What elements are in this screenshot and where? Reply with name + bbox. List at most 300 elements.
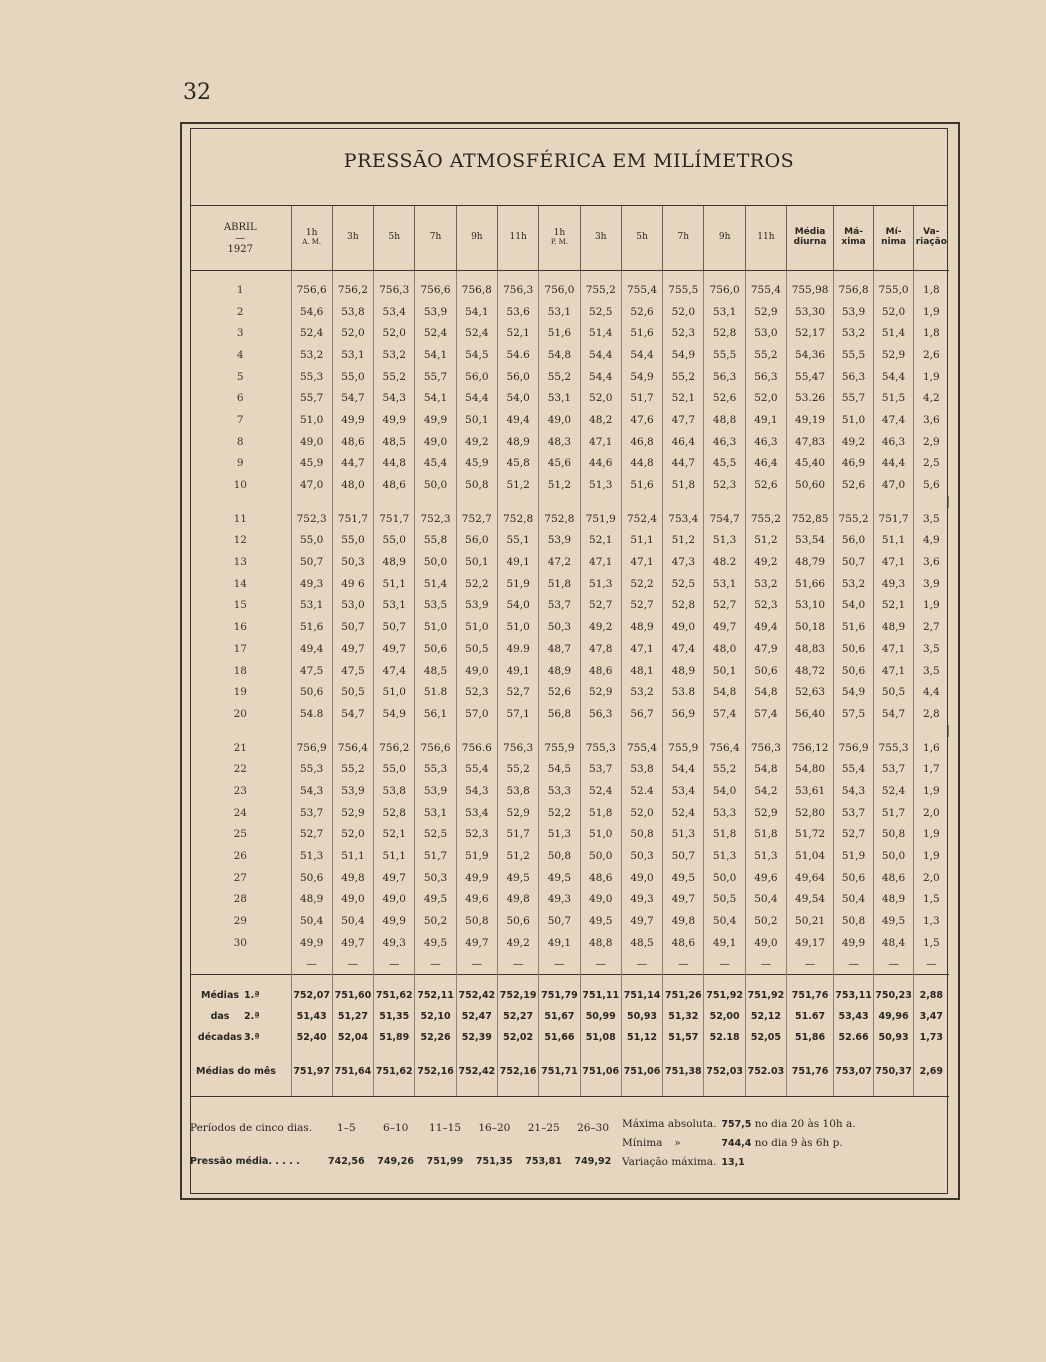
- month-mean-value: 752,16: [497, 1048, 538, 1097]
- value-cell: 56,8: [539, 703, 580, 725]
- value-cell: 50,60: [787, 474, 834, 496]
- table-row: [190, 453, 949, 475]
- month-mean-row: [190, 1048, 949, 1097]
- dash-cell: —: [497, 954, 538, 975]
- value-cell: 52,1: [663, 387, 704, 409]
- value-cell: 48,9: [539, 660, 580, 682]
- decade-group-label: das: [210, 1010, 230, 1022]
- header-variacao: Va- riação: [914, 206, 949, 271]
- month-mean-value: 752,03: [704, 1048, 745, 1097]
- value-cell: 55,3: [291, 758, 332, 780]
- header-year: 1927: [227, 243, 253, 255]
- value-cell: 51,3: [704, 845, 745, 867]
- value-cell: 48,9: [874, 889, 914, 911]
- value-cell: 54,9: [374, 703, 415, 725]
- value-cell: 47,4: [874, 409, 914, 431]
- table-row: [190, 551, 949, 573]
- header-hour-11am: 11h: [497, 206, 538, 271]
- value-cell: 54,36: [787, 344, 834, 366]
- dash-cell: —: [621, 954, 662, 975]
- value-cell: 51,3: [704, 530, 745, 552]
- value-cell: 755,2: [580, 271, 621, 301]
- value-cell: 52,0: [621, 802, 662, 824]
- value-cell: 1,6: [922, 741, 940, 754]
- decade-summary-value: 52.18: [704, 1027, 745, 1048]
- value-cell: 52,3: [663, 322, 704, 344]
- value-cell: 55,1: [497, 530, 538, 552]
- value-cell: 50,8: [874, 824, 914, 846]
- value-cell: 49,6: [456, 889, 497, 911]
- gap-cell: [291, 496, 332, 508]
- value-cell: 55,7: [415, 366, 456, 388]
- value-cell: 56,40: [787, 703, 834, 725]
- value-cell: 752,8: [539, 508, 580, 530]
- value-cell: 44,6: [580, 453, 621, 475]
- dash-cell: —: [874, 954, 914, 975]
- value-cell: 50,0: [415, 551, 456, 573]
- value-cell: 752,4: [621, 508, 662, 530]
- decade-summary-value: 52,39: [456, 1027, 497, 1048]
- value-cell: 48,6: [332, 431, 373, 453]
- value-cell: 51,4: [580, 322, 621, 344]
- header-hour-1am: 1h A. M.: [291, 206, 332, 271]
- value-cell: 51,8: [745, 824, 786, 846]
- table-row: [190, 409, 949, 431]
- value-cell: 57,1: [497, 703, 538, 725]
- header-hour-7pm: 7h: [663, 206, 704, 271]
- value-cell: 48.2: [704, 551, 745, 573]
- value-cell: 52,7: [704, 595, 745, 617]
- decade-summary-value: 752,07: [291, 974, 332, 1006]
- value-cell: 51,8: [539, 573, 580, 595]
- header-hour-9am: 9h: [456, 206, 497, 271]
- value-cell: 56,3: [834, 366, 874, 388]
- value-cell: 50,6: [415, 638, 456, 660]
- value-cell: 57,5: [834, 703, 874, 725]
- value-cell: 56,9: [663, 703, 704, 725]
- value-cell: 52,9: [332, 802, 373, 824]
- day-cell: 21: [190, 737, 291, 759]
- value-cell: 52,4: [663, 802, 704, 824]
- value-cell: 756,8: [834, 271, 874, 301]
- value-cell: 49.9: [497, 638, 538, 660]
- decade-summary-value: 751,62: [374, 974, 415, 1006]
- value-cell: 49,7: [332, 638, 373, 660]
- dash-cell: —: [745, 954, 786, 975]
- value-cell: 57,4: [745, 703, 786, 725]
- value-cell: 50,4: [834, 889, 874, 911]
- value-cell: 50,5: [332, 681, 373, 703]
- value-cell: 751,9: [580, 508, 621, 530]
- decade-summary-value: 51,57: [663, 1027, 704, 1048]
- periodo-4: 16–20: [478, 1122, 511, 1134]
- max-abs-text: no dia 20 às 10h a.: [754, 1118, 856, 1130]
- day-cell: 20: [190, 703, 291, 725]
- value-cell: 3,5: [922, 642, 940, 655]
- value-cell: 755,4: [621, 271, 662, 301]
- value-cell: 49,64: [787, 867, 834, 889]
- day-cell: 18: [190, 660, 291, 682]
- value-cell: 54,0: [834, 595, 874, 617]
- value-cell: 48,9: [621, 616, 662, 638]
- gap-cell: [190, 496, 291, 508]
- month-mean-value: 751,06: [621, 1048, 662, 1097]
- gap-cell: [621, 496, 662, 508]
- value-cell: 53,7: [834, 802, 874, 824]
- value-cell: 52,0: [332, 322, 373, 344]
- value-cell: 49,9: [374, 910, 415, 932]
- var-label: Variação máxima.: [622, 1156, 717, 1168]
- dash-cell: —: [539, 954, 580, 975]
- value-cell: 755,3: [874, 737, 914, 759]
- value-cell: 52,7: [834, 824, 874, 846]
- periodo-6: 26–30: [577, 1122, 610, 1134]
- value-cell: 1,9: [922, 850, 940, 863]
- value-cell: 51,2: [539, 474, 580, 496]
- value-cell: 55,0: [374, 530, 415, 552]
- value-cell: 48,2: [580, 409, 621, 431]
- header-hour-3am: 3h: [332, 206, 373, 271]
- value-cell: 49,4: [745, 616, 786, 638]
- table-row: [190, 474, 949, 496]
- value-cell: 53,9: [415, 301, 456, 323]
- value-cell: 54,8: [745, 681, 786, 703]
- day-cell: 24: [190, 802, 291, 824]
- value-cell: 48,5: [374, 431, 415, 453]
- table-row: [190, 780, 949, 802]
- value-cell: 55,3: [415, 758, 456, 780]
- value-cell: 55,0: [332, 530, 373, 552]
- min-label: Mínima »: [622, 1137, 718, 1149]
- value-cell: 49,7: [663, 889, 704, 911]
- value-cell: 3,9: [922, 577, 940, 590]
- value-cell: 49,5: [415, 932, 456, 954]
- header-hour-5am: 5h: [374, 206, 415, 271]
- decade-summary-value: 751,60: [332, 974, 373, 1006]
- value-cell: 755,3: [580, 737, 621, 759]
- value-cell: 49,5: [415, 889, 456, 911]
- decade-summary-value: 751,26: [663, 974, 704, 1006]
- value-cell: 50,3: [415, 867, 456, 889]
- periodos-row: [190, 1122, 616, 1156]
- day-cell: 12: [190, 530, 291, 552]
- value-cell: 50,6: [291, 681, 332, 703]
- value-cell: 49,3: [539, 889, 580, 911]
- value-cell: 755,2: [834, 508, 874, 530]
- value-cell: 53,9: [332, 780, 373, 802]
- value-cell: 47,1: [580, 431, 621, 453]
- value-cell: 56,3: [745, 366, 786, 388]
- day-cell: 6: [190, 387, 291, 409]
- value-cell: 49,3: [291, 573, 332, 595]
- value-cell: 52,9: [874, 344, 914, 366]
- value-cell: 48,5: [621, 932, 662, 954]
- footer: [190, 1098, 948, 1194]
- month-mean-value: 753,07: [834, 1048, 874, 1097]
- value-cell: 5,6: [922, 479, 940, 492]
- value-cell: 57,4: [704, 703, 745, 725]
- value-cell: 49,9: [374, 409, 415, 431]
- value-cell: 753,4: [663, 508, 704, 530]
- value-cell: 755,9: [539, 737, 580, 759]
- value-cell: 752,7: [456, 508, 497, 530]
- value-cell: 49,2: [745, 551, 786, 573]
- value-cell: 50,8: [834, 910, 874, 932]
- value-cell: 50,7: [834, 551, 874, 573]
- value-cell: 52,5: [415, 824, 456, 846]
- value-cell: 55,2: [332, 758, 373, 780]
- value-cell: 45,4: [415, 453, 456, 475]
- value-cell: 51,0: [834, 409, 874, 431]
- value-cell: 56,0: [497, 366, 538, 388]
- value-cell: 52,9: [580, 681, 621, 703]
- value-cell: 48,6: [663, 932, 704, 954]
- value-cell: 52,4: [580, 780, 621, 802]
- value-cell: 54,8: [539, 344, 580, 366]
- value-cell: 45,9: [291, 453, 332, 475]
- value-cell: 50,8: [539, 845, 580, 867]
- value-cell: 1,9: [922, 599, 940, 612]
- value-cell: 49,7: [374, 867, 415, 889]
- value-cell: 45,6: [539, 453, 580, 475]
- value-cell: 50,0: [580, 845, 621, 867]
- value-cell: 47,1: [874, 551, 914, 573]
- value-cell: 45,5: [704, 453, 745, 475]
- value-cell: 51,2: [497, 474, 538, 496]
- value-cell: 51,5: [874, 387, 914, 409]
- value-cell: 756,3: [745, 737, 786, 759]
- value-cell: 50,7: [663, 845, 704, 867]
- value-cell: 44,7: [332, 453, 373, 475]
- value-cell: 49,2: [834, 431, 874, 453]
- gap-cell: [704, 725, 745, 737]
- decade-summary-value: 51.67: [787, 1006, 834, 1027]
- value-cell: 54,3: [374, 387, 415, 409]
- value-cell: 53.8: [663, 681, 704, 703]
- day-cell: 9: [190, 453, 291, 475]
- value-cell: 47,5: [291, 660, 332, 682]
- value-cell: 51,1: [332, 845, 373, 867]
- value-cell: 756,9: [834, 737, 874, 759]
- table-row: [190, 802, 949, 824]
- value-cell: 44,7: [663, 453, 704, 475]
- value-cell: 50,7: [332, 616, 373, 638]
- table-row: [190, 344, 949, 366]
- value-cell: 2,0: [922, 871, 940, 884]
- value-cell: 53,54: [787, 530, 834, 552]
- pressao-6: 749,92: [574, 1156, 612, 1167]
- month-mean-label: Médias do mês: [190, 1048, 291, 1097]
- value-cell: 49,0: [374, 889, 415, 911]
- value-cell: 44,8: [374, 453, 415, 475]
- pressao-2: 749,26: [377, 1156, 414, 1167]
- value-cell: 52,9: [745, 301, 786, 323]
- month-mean-value: 751,76: [787, 1048, 834, 1097]
- month-mean-value: 751,62: [374, 1048, 415, 1097]
- value-cell: 52,0: [874, 301, 914, 323]
- decade-summary-value: 51,35: [374, 1006, 415, 1027]
- day-cell: 23: [190, 780, 291, 802]
- value-cell: 52,0: [663, 301, 704, 323]
- value-cell: 55,3: [291, 366, 332, 388]
- value-cell: 756,0: [539, 271, 580, 301]
- value-cell: 49,0: [663, 616, 704, 638]
- value-cell: 2,6: [922, 348, 940, 361]
- value-cell: 52,2: [621, 573, 662, 595]
- value-cell: 47,83: [787, 431, 834, 453]
- periodo-3: 11–15: [429, 1122, 462, 1134]
- dash-cell: —: [456, 954, 497, 975]
- value-cell: 52,7: [497, 681, 538, 703]
- value-cell: 53,3: [704, 802, 745, 824]
- pressao-media-row: [190, 1156, 616, 1190]
- footer-periods: [190, 1122, 616, 1190]
- value-cell: 54,4: [874, 366, 914, 388]
- value-cell: 49,7: [704, 616, 745, 638]
- value-cell: 50,8: [621, 824, 662, 846]
- value-cell: 47,1: [874, 638, 914, 660]
- day-cell: 10: [190, 474, 291, 496]
- value-cell: 51,6: [539, 322, 580, 344]
- value-cell: 49,5: [497, 867, 538, 889]
- value-cell: 754,7: [704, 508, 745, 530]
- value-cell: 48,6: [580, 660, 621, 682]
- min-ditto: »: [674, 1137, 681, 1149]
- header-month: ABRIL: [223, 221, 257, 233]
- decade-summary-value: 51,08: [580, 1027, 621, 1048]
- value-cell: 49,2: [580, 616, 621, 638]
- value-cell: 54,9: [663, 344, 704, 366]
- value-cell: 52,7: [580, 595, 621, 617]
- month-mean-value: 751,06: [580, 1048, 621, 1097]
- value-cell: 49,3: [374, 932, 415, 954]
- value-cell: 51,2: [663, 530, 704, 552]
- gap-cell: [332, 496, 373, 508]
- max-abs-row: [622, 1118, 856, 1137]
- dash-cell: —: [663, 954, 704, 975]
- day-cell: 8: [190, 431, 291, 453]
- decade-summary-value: 2,88: [914, 974, 949, 1006]
- value-cell: 49,4: [291, 638, 332, 660]
- value-cell: 51,1: [621, 530, 662, 552]
- value-cell: 52,1: [374, 824, 415, 846]
- value-cell: 4,9: [922, 534, 940, 547]
- gap-cell: [497, 725, 538, 737]
- max-abs-label: Máxima absoluta.: [622, 1118, 717, 1130]
- value-cell: 756,8: [456, 271, 497, 301]
- value-cell: 1,9: [922, 305, 940, 318]
- value-cell: 755,98: [787, 271, 834, 301]
- value-cell: 52,3: [745, 595, 786, 617]
- value-cell: 51,7: [621, 387, 662, 409]
- value-cell: 52,6: [621, 301, 662, 323]
- value-cell: 51,2: [745, 530, 786, 552]
- value-cell: 3,6: [922, 413, 940, 426]
- dash-cell: —: [834, 954, 874, 975]
- gap-cell: [745, 725, 786, 737]
- value-cell: 52,9: [745, 802, 786, 824]
- decade-summary-value: 52,26: [415, 1027, 456, 1048]
- gap-cell: [580, 496, 621, 508]
- value-cell: 51,0: [374, 681, 415, 703]
- table-row: [190, 387, 949, 409]
- value-cell: 49,8: [497, 889, 538, 911]
- value-cell: 51,9: [497, 573, 538, 595]
- decade-summary-value: 52,05: [745, 1027, 786, 1048]
- value-cell: 48,3: [539, 431, 580, 453]
- value-cell: 54,8: [704, 681, 745, 703]
- value-cell: 50,6: [497, 910, 538, 932]
- table-row: [190, 932, 949, 954]
- value-cell: 50,6: [745, 660, 786, 682]
- value-cell: 756,4: [332, 737, 373, 759]
- value-cell: 53,5: [415, 595, 456, 617]
- value-cell: 49,0: [745, 932, 786, 954]
- day-cell: 22: [190, 758, 291, 780]
- decade-summary-value: 52,04: [332, 1027, 373, 1048]
- value-cell: 54,80: [787, 758, 834, 780]
- pressao-4: 751,35: [475, 1156, 513, 1167]
- value-cell: 53.26: [787, 387, 834, 409]
- value-cell: 47,1: [874, 660, 914, 682]
- value-cell: 50,3: [621, 845, 662, 867]
- value-cell: 49,1: [745, 409, 786, 431]
- value-cell: 47,1: [580, 551, 621, 573]
- value-cell: 53,2: [621, 681, 662, 703]
- decade-summary-row: [190, 1006, 949, 1027]
- value-cell: 53,10: [787, 595, 834, 617]
- value-cell: 50,7: [539, 910, 580, 932]
- decade-summary-value: 51,89: [374, 1027, 415, 1048]
- value-cell: 51,72: [787, 824, 834, 846]
- value-cell: 50,0: [704, 867, 745, 889]
- value-cell: 48,9: [497, 431, 538, 453]
- value-cell: 45,9: [456, 453, 497, 475]
- value-cell: 49,1: [704, 932, 745, 954]
- value-cell: 54,0: [497, 387, 538, 409]
- value-cell: 53,1: [415, 802, 456, 824]
- value-cell: 3,5: [922, 512, 940, 525]
- value-cell: 55,8: [415, 530, 456, 552]
- day-cell: 4: [190, 344, 291, 366]
- day-cell: 16: [190, 616, 291, 638]
- value-cell: 53,8: [332, 301, 373, 323]
- value-cell: 48,79: [787, 551, 834, 573]
- value-cell: 45,8: [497, 453, 538, 475]
- decade-summary-value: 751,79: [539, 974, 580, 1006]
- decade-summary-value: 50,99: [580, 1006, 621, 1027]
- value-cell: 50,18: [787, 616, 834, 638]
- header-month-year: [190, 206, 291, 271]
- var-value: 13,1: [721, 1157, 745, 1168]
- decade-summary-value: 52,10: [415, 1006, 456, 1027]
- value-cell: 53,4: [456, 802, 497, 824]
- value-cell: 51,8: [580, 802, 621, 824]
- dash-cell: —: [704, 954, 745, 975]
- gap-cell: [621, 725, 662, 737]
- value-cell: 57,0: [456, 703, 497, 725]
- dash-cell: —: [291, 954, 332, 975]
- value-cell: 53,4: [663, 780, 704, 802]
- value-cell: 50,6: [834, 867, 874, 889]
- value-cell: 1,8: [922, 327, 940, 340]
- decade-summary-value: 52,27: [497, 1006, 538, 1027]
- decade-summary-value: 52,02: [497, 1027, 538, 1048]
- var-row: [622, 1156, 856, 1175]
- value-cell: 756,6: [415, 737, 456, 759]
- day-cell: 30: [190, 932, 291, 954]
- value-cell: 51,2: [497, 845, 538, 867]
